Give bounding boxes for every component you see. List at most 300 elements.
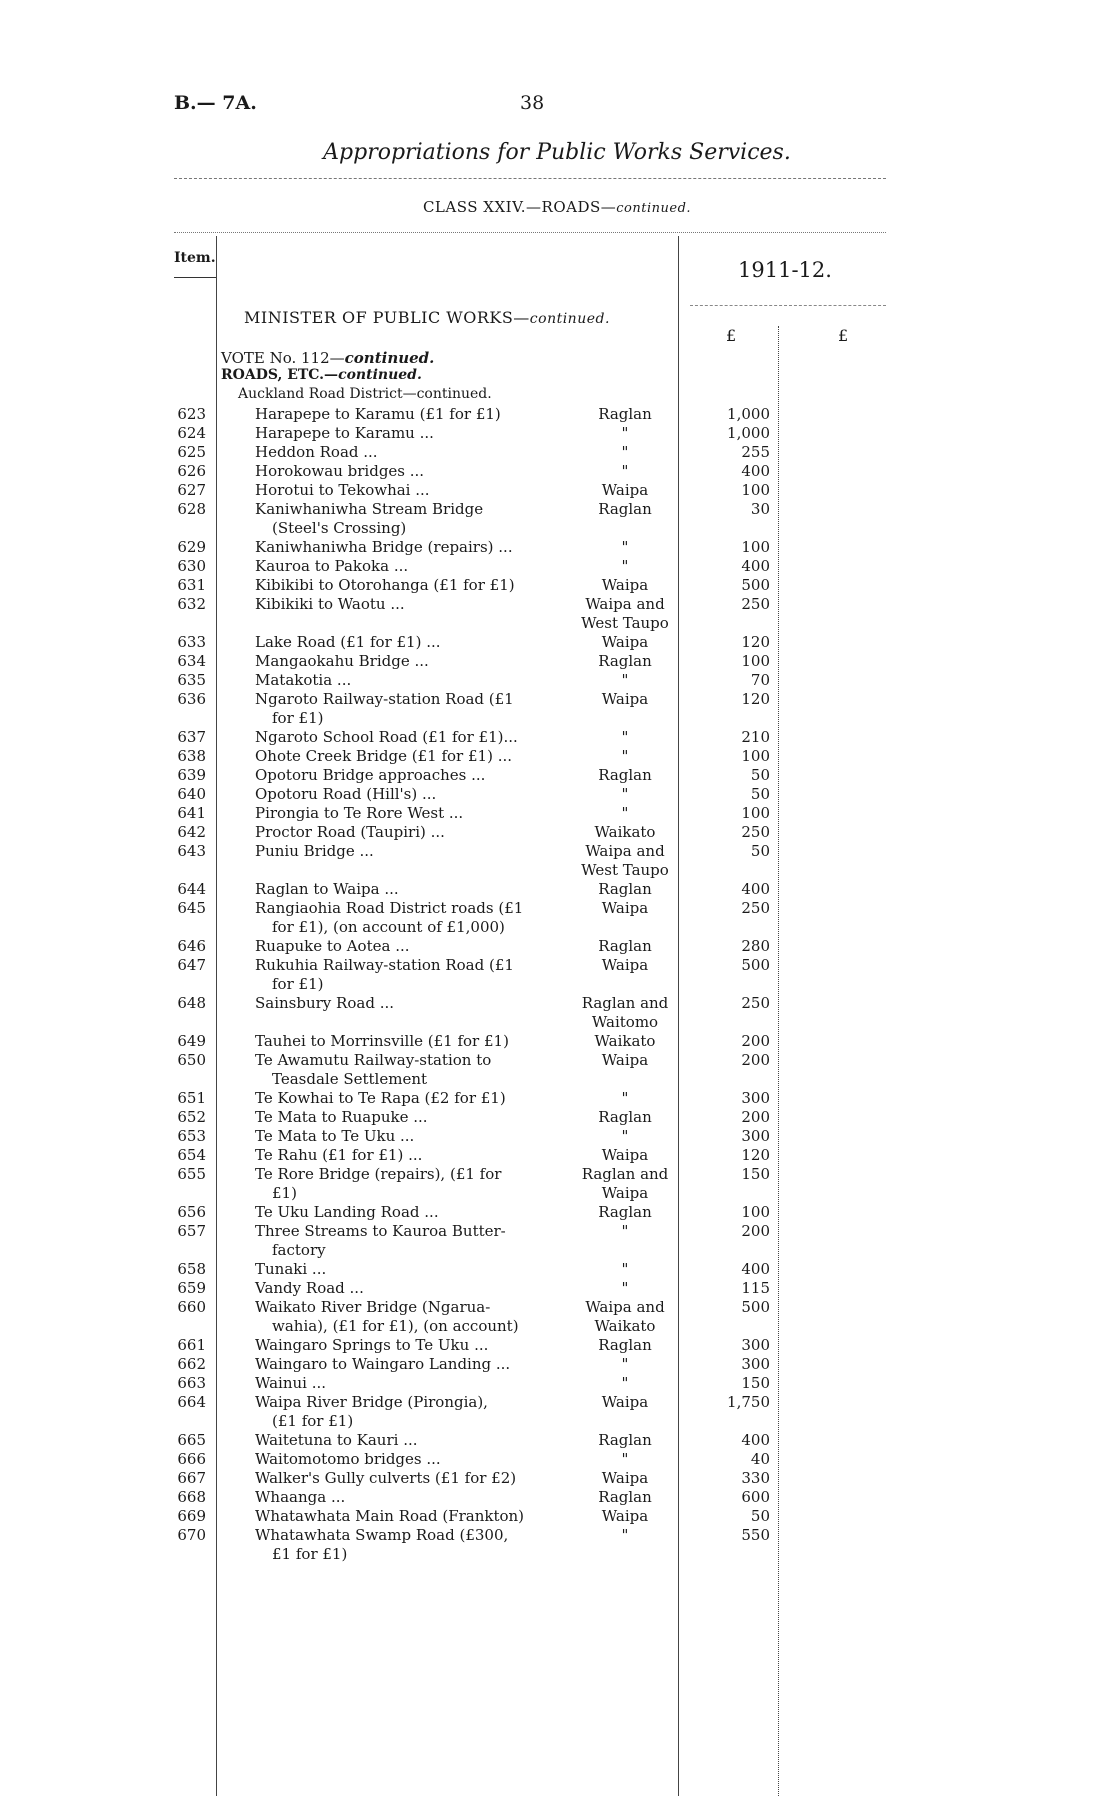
description-line: Opotoru Road (Hill's) ...: [255, 785, 437, 803]
item-location: [568, 671, 682, 690]
item-location: [568, 500, 682, 519]
location-line: Raglan: [598, 1431, 652, 1449]
description-line: Te Mata to Te Uku ...: [255, 1127, 415, 1145]
item-description: [255, 424, 555, 443]
item-number: 659: [177, 1279, 206, 1297]
item-amount: 550: [741, 1526, 770, 1544]
item-amount: 40: [750, 1450, 770, 1468]
roads-heading: [221, 367, 422, 383]
location-line: ": [621, 424, 629, 442]
year-header: 1911-12.: [738, 258, 832, 282]
item-location: [568, 1450, 682, 1469]
description-line: Tunaki ...: [255, 1260, 327, 1278]
item-description: [255, 405, 555, 424]
item-description: [255, 1393, 555, 1431]
item-location: [568, 1108, 682, 1127]
location-line: ": [621, 747, 629, 765]
item-amount: 50: [750, 785, 770, 803]
item-number: 655: [177, 1165, 206, 1183]
item-description: [255, 500, 555, 538]
item-description: [255, 1469, 555, 1488]
item-number: 624: [177, 424, 206, 442]
item-location: [568, 1127, 682, 1146]
item-location: [568, 728, 682, 747]
item-description: [255, 481, 555, 500]
description-line: Whatawhata Swamp Road (£300,: [255, 1526, 509, 1544]
item-location: [568, 424, 682, 443]
item-number: 666: [177, 1450, 206, 1468]
item-amount: 600: [741, 1488, 770, 1506]
roads-text: ROADS, ETC.—: [221, 367, 339, 383]
item-description: [255, 1146, 555, 1165]
item-description: [255, 595, 555, 614]
description-line: Te Rahu (£1 for £1) ...: [255, 1146, 423, 1164]
description-line: Te Uku Landing Road ...: [255, 1203, 439, 1221]
location-line: ": [621, 1279, 629, 1297]
item-amount: 400: [741, 557, 770, 575]
item-description: [255, 1298, 555, 1336]
item-description: [255, 956, 555, 994]
item-amount: 100: [741, 747, 770, 765]
description-continuation: Teasdale Settlement: [272, 1070, 428, 1088]
item-number: 629: [177, 538, 206, 556]
item-description: [255, 937, 555, 956]
item-amount: 250: [741, 899, 770, 917]
item-amount: 300: [741, 1089, 770, 1107]
item-location: [568, 1146, 682, 1165]
item-number: 642: [177, 823, 206, 841]
item-location: [568, 1431, 682, 1450]
item-description: [255, 1089, 555, 1108]
location-line: ": [621, 1355, 629, 1373]
location-line: ": [621, 1222, 629, 1240]
item-description: [255, 1374, 555, 1393]
item-number: 664: [177, 1393, 206, 1411]
item-number: 635: [177, 671, 206, 689]
item-number: 648: [177, 994, 206, 1012]
location-line: ": [621, 1374, 629, 1392]
item-location: [568, 1051, 682, 1070]
item-number: 662: [177, 1355, 206, 1373]
item-location: [568, 1203, 682, 1222]
item-number: 645: [177, 899, 206, 917]
description-continuation: for £1), (on account of £1,000): [272, 918, 505, 936]
item-location: [568, 690, 682, 709]
item-number: 647: [177, 956, 206, 974]
item-amount: 120: [741, 633, 770, 651]
location-line: ": [621, 1089, 629, 1107]
description-continuation: for £1): [272, 709, 324, 727]
item-location: [568, 633, 682, 652]
description-line: Vandy Road ...: [255, 1279, 364, 1297]
location-line: Raglan and: [581, 994, 669, 1012]
item-description: [255, 1279, 555, 1298]
item-location: [568, 1032, 682, 1051]
item-amount: 50: [750, 842, 770, 860]
item-number: 657: [177, 1222, 206, 1240]
description-continuation: £1 for £1): [272, 1545, 348, 1563]
description-line: Ngaroto Railway-station Road (£1: [255, 690, 514, 708]
description-line: Kauroa to Pakoka ...: [255, 557, 409, 575]
item-amount: 100: [741, 481, 770, 499]
item-number: 628: [177, 500, 206, 518]
item-number: 660: [177, 1298, 206, 1316]
item-location: [568, 1374, 682, 1393]
item-number: 651: [177, 1089, 206, 1107]
item-amount: 100: [741, 652, 770, 670]
item-description: [255, 1507, 555, 1526]
item-location: [568, 747, 682, 766]
description-line: Three Streams to Kauroa Butter-: [255, 1222, 506, 1240]
item-amount: 280: [741, 937, 770, 955]
item-description: [255, 1203, 555, 1222]
item-amount: 200: [741, 1032, 770, 1050]
description-continuation: (Steel's Crossing): [272, 519, 407, 537]
description-line: Matakotia ...: [255, 671, 352, 689]
item-amount: 250: [741, 823, 770, 841]
location-line: Waipa: [601, 633, 649, 651]
item-description: [255, 1108, 555, 1127]
item-number: 627: [177, 481, 206, 499]
item-description: [255, 823, 555, 842]
description-line: Harapepe to Karamu ...: [255, 424, 434, 442]
item-number: 653: [177, 1127, 206, 1145]
location-line: ": [621, 1450, 629, 1468]
item-amount: 255: [741, 443, 770, 461]
location-line: Raglan: [598, 405, 652, 423]
description-line: Waikato River Bridge (Ngarua-: [255, 1298, 491, 1316]
item-amount: 400: [741, 462, 770, 480]
item-location: [568, 462, 682, 481]
class-heading: [0, 198, 1114, 216]
description-continuation: factory: [272, 1241, 326, 1259]
item-number: 636: [177, 690, 206, 708]
location-line: ": [621, 1526, 629, 1544]
location-line: Waikato: [594, 1032, 656, 1050]
location-line: Waipa and: [585, 842, 665, 860]
description-line: Wainui ...: [255, 1374, 327, 1392]
description-line: Whaanga ...: [255, 1488, 346, 1506]
item-description: [255, 1032, 555, 1051]
district-heading: [238, 386, 492, 402]
item-location: [568, 766, 682, 785]
item-location: [568, 1222, 682, 1241]
item-description: [255, 1165, 555, 1203]
item-description: [255, 1526, 555, 1564]
location-line: Waipa: [601, 956, 649, 974]
description-line: Opotoru Bridge approaches ...: [255, 766, 486, 784]
item-number: 644: [177, 880, 206, 898]
item-number: 623: [177, 405, 206, 423]
item-location: [568, 1165, 682, 1203]
location-line: Waipa: [601, 690, 649, 708]
item-description: [255, 785, 555, 804]
item-location: [568, 1279, 682, 1298]
location-line: Raglan: [598, 1108, 652, 1126]
description-line: Kibikibi to Otorohanga (£1 for £1): [255, 576, 515, 594]
item-number: 634: [177, 652, 206, 670]
item-description: [255, 576, 555, 595]
item-description: [255, 652, 555, 671]
item-description: [255, 1222, 555, 1260]
description-line: Whatawhata Main Road (Frankton): [255, 1507, 525, 1525]
description-line: Raglan to Waipa ...: [255, 880, 399, 898]
page-number: 38: [520, 92, 545, 114]
item-number: 639: [177, 766, 206, 784]
description-continuation: for £1): [272, 975, 324, 993]
item-amount: 30: [750, 500, 770, 518]
location-line: ": [621, 785, 629, 803]
item-description: [255, 557, 555, 576]
location-line: Raglan: [598, 880, 652, 898]
location-line: Waikato: [594, 823, 656, 841]
item-location: [568, 842, 682, 880]
location-line: Waipa: [601, 1051, 649, 1069]
item-description: [255, 1450, 555, 1469]
location-line: ": [621, 671, 629, 689]
location-line: Waipa: [601, 1469, 649, 1487]
item-amount: 330: [741, 1469, 770, 1487]
item-description: [255, 1336, 555, 1355]
item-description: [255, 899, 555, 937]
item-number: 626: [177, 462, 206, 480]
location-line: Waipa: [601, 576, 649, 594]
description-line: Puniu Bridge ...: [255, 842, 374, 860]
vote-heading: [221, 349, 434, 367]
pound-label-2: £: [838, 326, 849, 345]
location-line: ": [621, 1127, 629, 1145]
description-continuation: (£1 for £1): [272, 1412, 354, 1430]
item-amount: 400: [741, 1431, 770, 1449]
item-number: 640: [177, 785, 206, 803]
item-location: [568, 785, 682, 804]
item-location: [568, 652, 682, 671]
item-location: [568, 994, 682, 1032]
item-description: [255, 994, 555, 1013]
location-line: Raglan and: [581, 1165, 669, 1183]
location-line: Waipa: [601, 481, 649, 499]
item-amount: 210: [741, 728, 770, 746]
description-line: Waipa River Bridge (Pirongia),: [255, 1393, 488, 1411]
item-amount: 300: [741, 1127, 770, 1145]
location-line: ": [621, 538, 629, 556]
item-number: 643: [177, 842, 206, 860]
item-amount: 50: [750, 1507, 770, 1525]
item-number: 663: [177, 1374, 206, 1392]
description-line: Proctor Road (Taupiri) ...: [255, 823, 445, 841]
location-line: ": [621, 443, 629, 461]
description-line: Waitomotomo bridges ...: [255, 1450, 441, 1468]
item-location: [568, 1355, 682, 1374]
item-description: [255, 538, 555, 557]
amount-column-divider: [778, 326, 779, 1796]
item-location: [568, 1336, 682, 1355]
description-line: Walker's Gully culverts (£1 for £2): [255, 1469, 517, 1487]
item-number: 652: [177, 1108, 206, 1126]
item-location: [568, 1089, 682, 1108]
item-location: [568, 1469, 682, 1488]
description-line: Waitetuna to Kauri ...: [255, 1431, 418, 1449]
item-number: 633: [177, 633, 206, 651]
description-line: Kaniwhaniwha Stream Bridge: [255, 500, 484, 518]
item-number: 658: [177, 1260, 206, 1278]
location-line: ": [621, 462, 629, 480]
item-amount: 500: [741, 1298, 770, 1316]
year-rule: [690, 305, 886, 306]
description-line: Sainsbury Road ...: [255, 994, 394, 1012]
description-line: Mangaokahu Bridge ...: [255, 652, 429, 670]
item-description: [255, 1488, 555, 1507]
item-amount: 400: [741, 1260, 770, 1278]
item-amount: 70: [750, 671, 770, 689]
description-line: Heddon Road ...: [255, 443, 378, 461]
location-line: Raglan: [598, 1336, 652, 1354]
location-continuation: West Taupo: [581, 614, 669, 632]
item-amount: 100: [741, 538, 770, 556]
item-header-rule: [174, 277, 216, 278]
item-number: 661: [177, 1336, 206, 1354]
location-continuation: Waikato: [594, 1317, 656, 1335]
item-location: [568, 557, 682, 576]
location-line: Raglan: [598, 652, 652, 670]
item-amount: 200: [741, 1108, 770, 1126]
location-line: Raglan: [598, 766, 652, 784]
item-amount: 500: [741, 576, 770, 594]
item-location: [568, 880, 682, 899]
item-number: 649: [177, 1032, 206, 1050]
minister-heading: [244, 308, 610, 327]
item-description: [255, 880, 555, 899]
district-cont: continued.: [416, 386, 492, 402]
description-continuation: £1): [272, 1184, 297, 1202]
class-heading-cont: continued.: [616, 201, 692, 216]
item-description: [255, 633, 555, 652]
description-line: Lake Road (£1 for £1) ...: [255, 633, 441, 651]
item-location: [568, 823, 682, 842]
vote-text: VOTE No. 112—: [221, 349, 345, 367]
item-amount: 150: [741, 1165, 770, 1183]
pound-label-1: £: [726, 326, 737, 345]
location-line: Waipa and: [585, 1298, 665, 1316]
district-text: Auckland Road District—: [238, 386, 417, 402]
item-amount: 100: [741, 1203, 770, 1221]
location-line: Waipa: [601, 899, 649, 917]
item-number: 656: [177, 1203, 206, 1221]
class-rule: [174, 232, 886, 233]
item-amount: 300: [741, 1336, 770, 1354]
vote-cont: continued.: [344, 349, 435, 367]
item-location: [568, 1526, 682, 1545]
item-number: 650: [177, 1051, 206, 1069]
item-description: [255, 728, 555, 747]
item-amount: 50: [750, 766, 770, 784]
description-continuation: wahia), (£1 for £1), (on account): [272, 1317, 519, 1335]
item-amount: 400: [741, 880, 770, 898]
item-number: 625: [177, 443, 206, 461]
item-description: [255, 690, 555, 728]
item-location: [568, 1260, 682, 1279]
description-line: Ngaroto School Road (£1 for £1)...: [255, 728, 518, 746]
description-line: Pirongia to Te Rore West ...: [255, 804, 464, 822]
description-line: Kibikiki to Waotu ...: [255, 595, 405, 613]
item-location: [568, 1393, 682, 1412]
item-amount: 200: [741, 1222, 770, 1240]
item-number: 641: [177, 804, 206, 822]
item-amount: 115: [741, 1279, 770, 1297]
location-line: Waipa: [601, 1393, 649, 1411]
description-line: Harapepe to Karamu (£1 for £1): [255, 405, 501, 423]
item-location: [568, 443, 682, 462]
item-number: 638: [177, 747, 206, 765]
location-line: Waipa: [601, 1146, 649, 1164]
location-line: Raglan: [598, 937, 652, 955]
item-location: [568, 804, 682, 823]
description-line: Te Rore Bridge (repairs), (£1 for: [255, 1165, 502, 1183]
description-line: Rangiaohia Road District roads (£1: [255, 899, 524, 917]
item-number: 665: [177, 1431, 206, 1449]
item-number: 637: [177, 728, 206, 746]
item-location: [568, 1507, 682, 1526]
title-rule: [174, 178, 886, 179]
location-line: ": [621, 804, 629, 822]
location-line: ": [621, 728, 629, 746]
item-description: [255, 1431, 555, 1450]
item-location: [568, 405, 682, 424]
item-location: [568, 1488, 682, 1507]
description-line: Waingaro to Waingaro Landing ...: [255, 1355, 511, 1373]
item-number: 667: [177, 1469, 206, 1487]
location-line: ": [621, 1260, 629, 1278]
description-line: Te Mata to Ruapuke ...: [255, 1108, 428, 1126]
item-number: 654: [177, 1146, 206, 1164]
item-description: [255, 804, 555, 823]
description-line: Te Awamutu Railway-station to: [255, 1051, 492, 1069]
item-description: [255, 1127, 555, 1146]
item-location: [568, 956, 682, 975]
minister-text: MINISTER OF PUBLIC WORKS—: [244, 308, 530, 327]
description-line: Ohote Creek Bridge (£1 for £1) ...: [255, 747, 512, 765]
item-location: [568, 937, 682, 956]
item-amount: 120: [741, 1146, 770, 1164]
description-line: Waingaro Springs to Te Uku ...: [255, 1336, 489, 1354]
item-amount: 120: [741, 690, 770, 708]
item-amount: 200: [741, 1051, 770, 1069]
description-line: Rukuhia Railway-station Road (£1: [255, 956, 514, 974]
item-number: 646: [177, 937, 206, 955]
item-description: [255, 1355, 555, 1374]
item-amount: 250: [741, 994, 770, 1012]
item-amount: 1,000: [727, 424, 770, 442]
location-line: Raglan: [598, 1488, 652, 1506]
item-column-header: Item.: [174, 250, 216, 266]
item-amount: 100: [741, 804, 770, 822]
item-description: [255, 766, 555, 785]
location-continuation: Waitomo: [591, 1013, 659, 1031]
item-location: [568, 595, 682, 633]
item-number: 632: [177, 595, 206, 613]
item-description: [255, 842, 555, 861]
class-heading-text: CLASS XXIV.—ROADS—: [422, 198, 617, 216]
location-line: Waipa: [601, 1507, 649, 1525]
item-column-divider: [216, 236, 217, 1796]
location-line: Raglan: [598, 1203, 652, 1221]
location-line: Waipa and: [585, 595, 665, 613]
item-number: 668: [177, 1488, 206, 1506]
location-line: ": [621, 557, 629, 575]
page-title: Appropriations for Public Works Services.: [323, 140, 791, 165]
item-description: [255, 462, 555, 481]
document-reference: B.— 7A.: [174, 92, 257, 114]
